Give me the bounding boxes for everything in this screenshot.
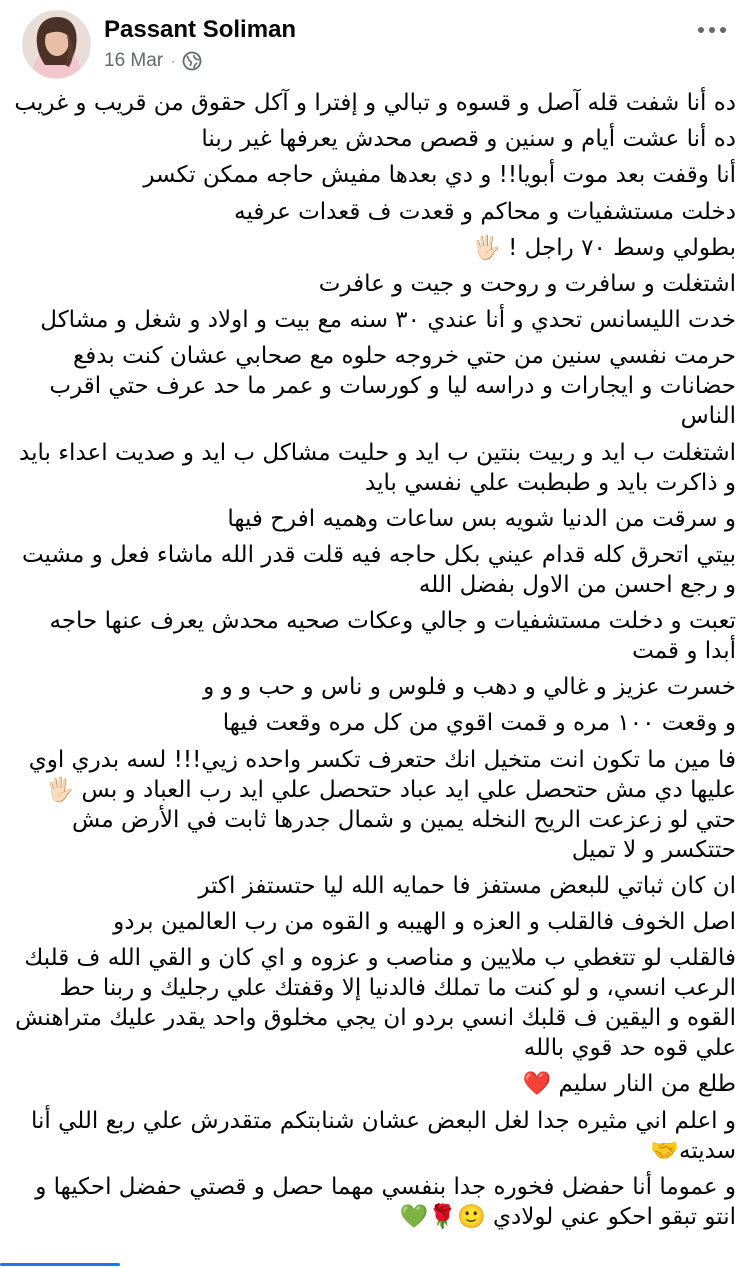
post-line: خسرت عزيز و غالي و دهب و فلوس و ناس و حب و و و [203,674,736,701]
post-line: بيتي اتحرق كله قدام عيني بكل حاجه فيه قلت قدر الله ماشاء فعل و مشيت و رجع احسن من الاول بفضل الله [21,541,736,598]
post-line: فا مين ما تكون انت متخيل انك حتعرف تكسر واحده زيي!!! لسه بدري اوي عليها دي مش حتحصل علي ايد عباد حتحصل علي ايد رب العباد و بس 🖐🏻حتي لو زعزعت الريح النخله يمين و شمال جدرها ثابت في الأرض مش حتتكسر و لا تميل [28,746,736,863]
bottom-bar [0,1262,750,1268]
more-dot [720,27,726,33]
post-meta [104,50,202,72]
post-line: ده أنا عشت أيام و سنين و قصص محدش يعرفها غير ربنا [201,126,736,153]
post-line: اشتغلت و سافرت و روحت و جيت و عافرت [318,270,736,297]
post-line: و اعلم اني مثيره جدا لغل البعض عشان شنابتكم متقدرش علي ربع اللي أنا سديته🤝 [30,1107,736,1164]
post-line: و سرقت من الدنيا شويه بس ساعات وهميه افرح فيها [227,505,736,532]
avatar[interactable] [22,10,91,79]
post-line: ان كان ثباتي للبعض مستفز فا حمايه الله ليا حتستفز اكتر [198,872,736,899]
meta-separator: · [171,54,176,68]
globe-icon [182,51,202,71]
post-line: خدت الليسانس تحدي و أنا عندي ٣٠ سنه مع بيت و اولاد و شغل و مشاكل [40,307,736,334]
post-line: و وقعت ١٠٠ مره و قمت اقوي من كل مره وقعت فيها [222,710,736,737]
post-date[interactable]: 16 Mar [104,50,164,71]
more-dot [698,27,704,33]
post-line: بطولي وسط ٧٠ راجل ! 🖐🏻 [472,234,736,261]
post-line: أنا وقفت بعد موت أبويا!! و دي بعدها مفيش حاجه ممكن تكسر [143,162,736,189]
post-body [14,88,736,1238]
post-line: تعبت و دخلت مستشفيات و جالي وعكات صحيه محدش يعرف عنها حاجه أبدا و قمت [49,608,736,665]
post-line: اصل الخوف فالقلب و العزه و الهيبه و القوه من رب العالمين بردو [113,909,736,935]
post-line: دخلت مستشفيات و محاكم و قعدت ف قعدات عرفيه [234,198,736,225]
post-line: طلع من النار سليم ❤️ [522,1071,736,1098]
more-options-button[interactable] [692,18,732,42]
scroll-indicator [0,1263,120,1266]
author-name[interactable]: Passant Soliman [104,16,297,43]
post-line: ده أنا شفت قله آصل و قسوه و تبالي و إفترا و آكل حقوق من قريب و غريب [14,90,736,116]
avatar-photo [23,11,90,78]
more-dot [709,27,715,33]
post-line: فالقلب لو تتغطي ب ملايين و مناصب و عزوه و اي كان و القي الله ف قلبك الرعب انسي، و لو كنت ما تملك فالدنيا إلا وقفتك علي رجليك و ربنا حط القوه و اليقين ف قلبك انسي بردو ان يجي مخلوق واحد يقدر عليك متراهنش علي قوه حد قوي بالله [15,945,736,1062]
post-line: اشتغلت ب ايد و ربيت بنتين ب ايد و حليت مشاكل ب ايد و صديت اعداء بايد و ذاكرت بايد و طبطبت علي نفسي بايد [19,439,736,496]
post-header [0,0,750,92]
post-line: حرمت نفسي سنين من حتي خروجه حلوه مع صحابي عشان كنت بدفع حضانات و ايجارات و دراسه ليا و كورسات و عمر ما حد عرف حتي اقرب الناس [49,343,736,430]
post-line: و عموما أنا حفضل فخوره جدا بنفسي مهما حصل و قصتي حفضل احكيها و انتو تبقو احكو عني لولادي 🙂🌹💚 [35,1173,736,1230]
